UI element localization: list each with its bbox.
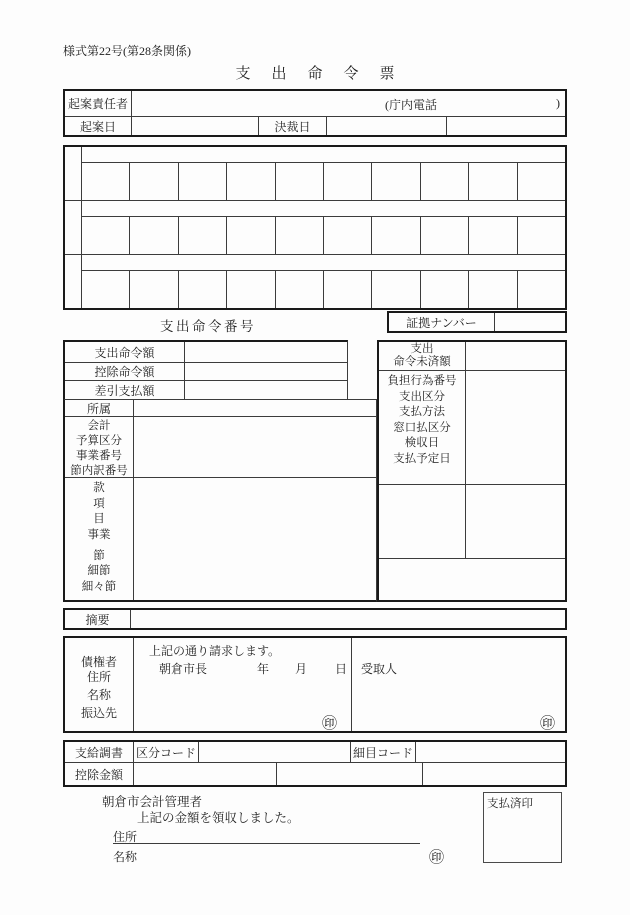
payment-report-table	[63, 740, 567, 787]
day-label: 日	[335, 662, 348, 676]
grid-cell	[227, 163, 275, 200]
unpaid-amount-label: 支出 命令未済額	[379, 342, 466, 370]
month-label: 月	[295, 662, 308, 676]
address-underline	[113, 843, 420, 844]
grid-group-2	[65, 201, 565, 255]
grid-cell	[372, 217, 420, 254]
internal-phone-label: (庁内電話	[385, 98, 437, 112]
grid-cell	[130, 271, 178, 308]
net-payment-amount-label: 差引支払額	[65, 381, 185, 399]
grid-cell	[372, 271, 420, 308]
blank-cell	[379, 485, 466, 558]
table-row	[65, 478, 376, 600]
grid-side-cell	[65, 255, 82, 308]
summary-cell	[131, 610, 565, 628]
deduction-cell	[134, 763, 277, 785]
grid-cell	[421, 271, 469, 308]
approval-date-cell	[327, 117, 447, 135]
internal-phone-close: )	[556, 96, 560, 110]
grid-strip	[82, 147, 565, 163]
grid-cell	[227, 217, 275, 254]
grid-cell-row	[82, 271, 565, 308]
grid-cell	[179, 217, 227, 254]
summary-label: 摘要	[65, 610, 131, 628]
table-row	[65, 400, 376, 417]
class-code-label: 区分コード	[134, 742, 199, 762]
table-row	[379, 485, 565, 559]
summary-box	[63, 608, 567, 630]
grid-strip	[82, 255, 565, 271]
code-grid-table	[63, 145, 567, 310]
grid-cell	[421, 163, 469, 200]
budget-table	[63, 399, 377, 602]
detail-code-cell	[416, 742, 565, 762]
burden-info-label: 負担行為番号 支出区分 支払方法 窓口払区分 検収日 支払予定日	[379, 371, 466, 484]
grid-cell	[469, 271, 517, 308]
grid-cell	[130, 163, 178, 200]
grid-cell	[518, 271, 565, 308]
account-group-cell	[134, 417, 376, 477]
request-cell	[134, 638, 352, 731]
grid-cell	[276, 217, 324, 254]
affiliation-label: 所属	[65, 400, 134, 416]
grid-cell	[324, 271, 372, 308]
grid-cell	[130, 217, 178, 254]
evidence-number-box	[387, 311, 567, 333]
grid-cell	[179, 271, 227, 308]
grid-cell	[469, 163, 517, 200]
payment-info-table	[377, 340, 567, 602]
received-text: 上記の金額を領収しました。	[137, 811, 300, 825]
table-row	[65, 417, 376, 478]
grid-cell	[227, 271, 275, 308]
dates-row	[65, 117, 565, 135]
affiliation-cell	[134, 400, 376, 416]
drafter-label: 起案責任者	[65, 91, 132, 116]
blank-cell	[466, 485, 565, 558]
account-group-label: 会計 予算区分 事業番号 節内訳番号	[65, 417, 134, 477]
approval-date-label: 決裁日	[259, 117, 327, 135]
year-label: 年	[257, 662, 270, 676]
paid-seal-box	[483, 792, 562, 863]
table-row	[65, 763, 565, 785]
net-payment-amount-cell	[185, 381, 347, 399]
table-row	[379, 371, 565, 485]
grid-group-3	[65, 255, 565, 308]
budget-section-label	[65, 478, 134, 600]
grid-cell	[324, 163, 372, 200]
order-amount-label: 支出命令額	[65, 342, 185, 362]
deduction-amount-label: 控除金額	[65, 763, 134, 785]
drafter-row	[65, 91, 565, 117]
draft-date-cell	[132, 117, 259, 135]
grid-cell	[82, 163, 130, 200]
table-row	[65, 742, 565, 763]
burden-info-cell	[466, 371, 565, 484]
grid-cell	[518, 163, 565, 200]
creditor-box	[63, 636, 567, 733]
seal-icon: ㊞	[540, 716, 556, 732]
recipient-cell	[352, 638, 565, 731]
table-row	[65, 363, 347, 381]
table-row	[65, 342, 347, 363]
bank-transfer-label: 振込先	[80, 706, 117, 720]
grid-cell	[469, 217, 517, 254]
header-table	[63, 89, 567, 137]
receipt-address-label: 住所	[113, 830, 138, 844]
grid-cell	[276, 163, 324, 200]
grid-cell-row	[82, 217, 565, 254]
unpaid-amount-cell	[466, 342, 565, 370]
seal-icon: ㊞	[322, 716, 338, 732]
accounting-manager-label: 朝倉市会計管理者	[102, 795, 203, 809]
budget-section-cell	[134, 478, 376, 600]
grid-cell-row	[82, 163, 565, 200]
grid-cell	[324, 217, 372, 254]
drafter-input-cell	[132, 91, 565, 116]
date-extra-cell	[447, 117, 565, 135]
deduction-cell	[277, 763, 423, 785]
evidence-number-cell	[495, 313, 565, 331]
order-number-label: 支出命令番号	[160, 319, 256, 334]
table-row	[379, 342, 565, 371]
mayor-label: 朝倉市長	[159, 662, 208, 676]
deduction-cell	[423, 763, 565, 785]
deduction-order-amount-cell	[185, 363, 347, 380]
grid-side-cell	[65, 201, 82, 254]
class-code-cell	[199, 742, 351, 762]
grid-cell	[372, 163, 420, 200]
blank-cell	[379, 559, 565, 600]
payment-report-label: 支給調書	[65, 742, 134, 762]
paid-seal-label: 支払済印	[487, 798, 533, 810]
seal-icon: ㊞	[429, 850, 445, 866]
name-label: 名称	[86, 688, 111, 702]
grid-strip	[82, 201, 565, 217]
detail-code-label: 細目コード	[351, 742, 416, 762]
request-text: 上記の通り請求します。	[149, 644, 281, 658]
receipt-name-label: 名称	[113, 850, 138, 864]
draft-date-label: 起案日	[65, 117, 132, 135]
recipient-label: 受取人	[361, 662, 398, 676]
order-amount-cell	[185, 342, 347, 362]
section-lines: 節 細節 細々節	[81, 549, 117, 593]
form-number: 様式第22号(第28条関係)	[63, 44, 191, 58]
address-label: 住所	[86, 670, 111, 684]
creditor-labels	[65, 638, 134, 731]
grid-cell	[82, 217, 130, 254]
grid-cell	[421, 217, 469, 254]
grid-cell	[276, 271, 324, 308]
creditor-label: 債権者	[80, 655, 117, 669]
amounts-table	[63, 340, 348, 399]
grid-side-cell	[65, 147, 82, 200]
page-title: 支出命令票	[235, 66, 416, 82]
budget-lines: 款 項 目 事業	[87, 482, 111, 541]
grid-cell	[82, 271, 130, 308]
grid-group-1	[65, 147, 565, 201]
evidence-number-label: 証拠ナンバー	[389, 313, 495, 331]
grid-cell	[518, 217, 565, 254]
deduction-order-amount-label: 控除命令額	[65, 363, 185, 380]
grid-cell	[179, 163, 227, 200]
table-row	[65, 381, 347, 399]
